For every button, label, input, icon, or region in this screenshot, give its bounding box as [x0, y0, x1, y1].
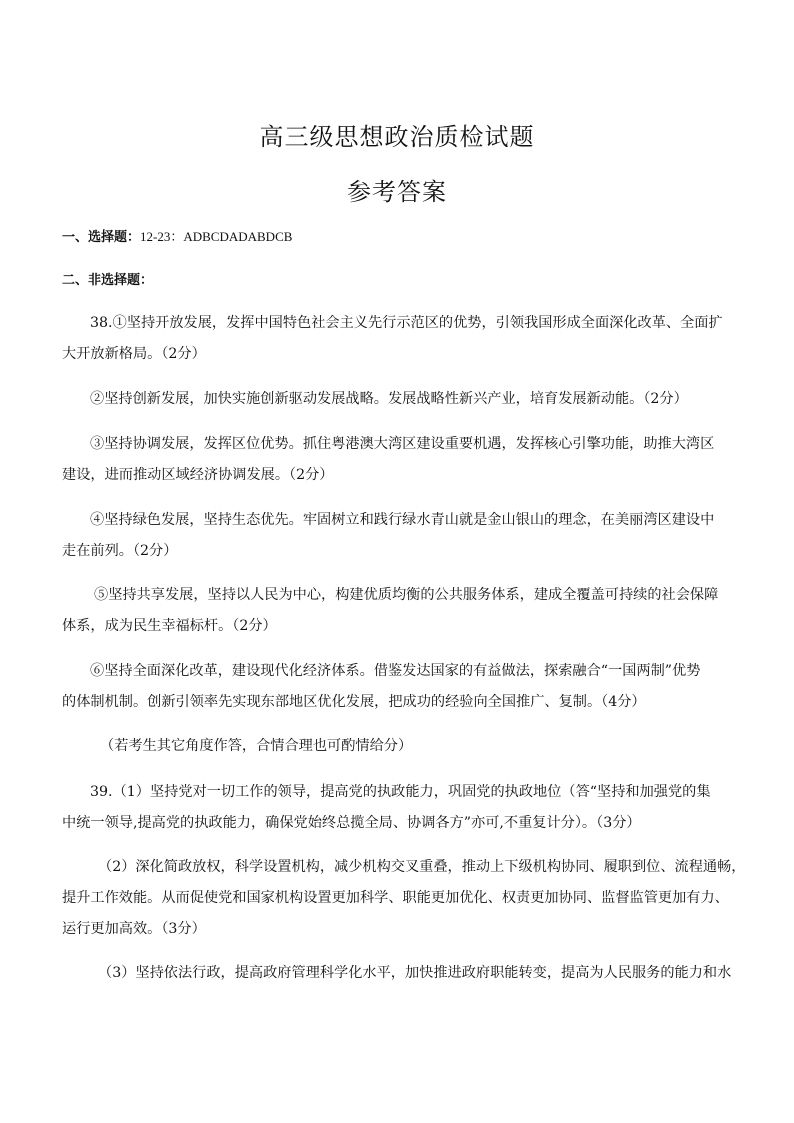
answer-line: （2）深化简政放权，科学设置机构，减少机构交叉重叠，推动上下级机构协同、履职到位、流程通畅， [98, 859, 746, 875]
answer-line: 38.①坚持开放发展，发挥中国特色社会主义先行示范区的优势，引领我国形成全面深化改革、全面扩 [90, 315, 723, 331]
answer-38-1 [62, 308, 722, 370]
answer-39-2 [62, 852, 746, 945]
answer-38-5 [62, 580, 722, 642]
answer-line: 提升工作效能。从而促使党和国家机构设置更加科学、职能更加优化、权责更加协同、监督监管更加有力、 [62, 890, 729, 906]
answer-38-6 [62, 656, 722, 718]
answer-line: 建设，进而推动区域经济协调发展。（2分） [62, 467, 334, 483]
answer-38-3 [62, 429, 722, 491]
answer-line: ③坚持协调发展，发挥区位优势。抓住粤港澳大湾区建设重要机遇，发挥核心引擎功能，助推大湾区 [90, 436, 715, 452]
section-choice-answers: 12-23：ADBCDADABDCB [140, 229, 293, 244]
answer-39-1 [62, 777, 722, 839]
answer-line: （若考生其它角度作答，合情合理也可酌情给分） [100, 738, 413, 754]
answer-line: 走在前列。（2分） [62, 543, 178, 559]
document-subtitle: 参考答案 [347, 178, 447, 206]
answer-line: （3）坚持依法行政，提高政府管理科学化水平，加快推进政府职能转变，提高为人民服务的能力和水 [98, 965, 732, 981]
answer-line: 运行更加高效。（3分） [62, 921, 206, 937]
answer-line: ⑤坚持共享发展，坚持以人民为中心，构建优质均衡的公共服务体系，建成全覆盖可持续的社会保障 [94, 587, 719, 603]
answer-38-4 [62, 505, 722, 567]
answer-line: 体系，成为民生幸福标杆。（2分） [62, 618, 277, 634]
document-title: 高三级思想政治质检试题 [259, 123, 535, 151]
answer-line: 中统一领导,提高党的执政能力，确保党始终总揽全局、协调各方”亦可,不重复计分）。（3分） [62, 815, 641, 831]
section-non-choice [62, 269, 153, 288]
answer-line: ④坚持绿色发展，坚持生态优先。牢固树立和践行绿水青山就是金山银山的理念，在美丽湾区建设中 [90, 512, 715, 528]
answer-line: 的体制机制。创新引领率先实现东部地区优化发展，把成功的经验向全国推广、复制。（4分） [62, 694, 646, 710]
answer-line: ②坚持创新发展，加快实施创新驱动发展战略。发展战略性新兴产业，培育发展新动能。（2分） [90, 391, 688, 407]
scoring-note [62, 731, 722, 762]
answer-39-3 [62, 958, 732, 989]
section-choice-label: 一、选择题： [62, 230, 141, 245]
answer-line: 大开放新格局。（2分） [62, 346, 206, 362]
section-non-choice-label: 二、非选择题： [62, 273, 154, 288]
section-choice [62, 226, 292, 245]
answer-38-2 [62, 384, 722, 415]
answer-line: 39.（1）坚持党对一切工作的领导，提高党的执政能力，巩固党的执政地位（答“坚持和加强党的集 [90, 784, 711, 800]
answer-line: ⑥坚持全面深化改革，建设现代化经济体系。借鉴发达国家的有益做法，探索融合“一国两制”优势 [90, 663, 701, 679]
